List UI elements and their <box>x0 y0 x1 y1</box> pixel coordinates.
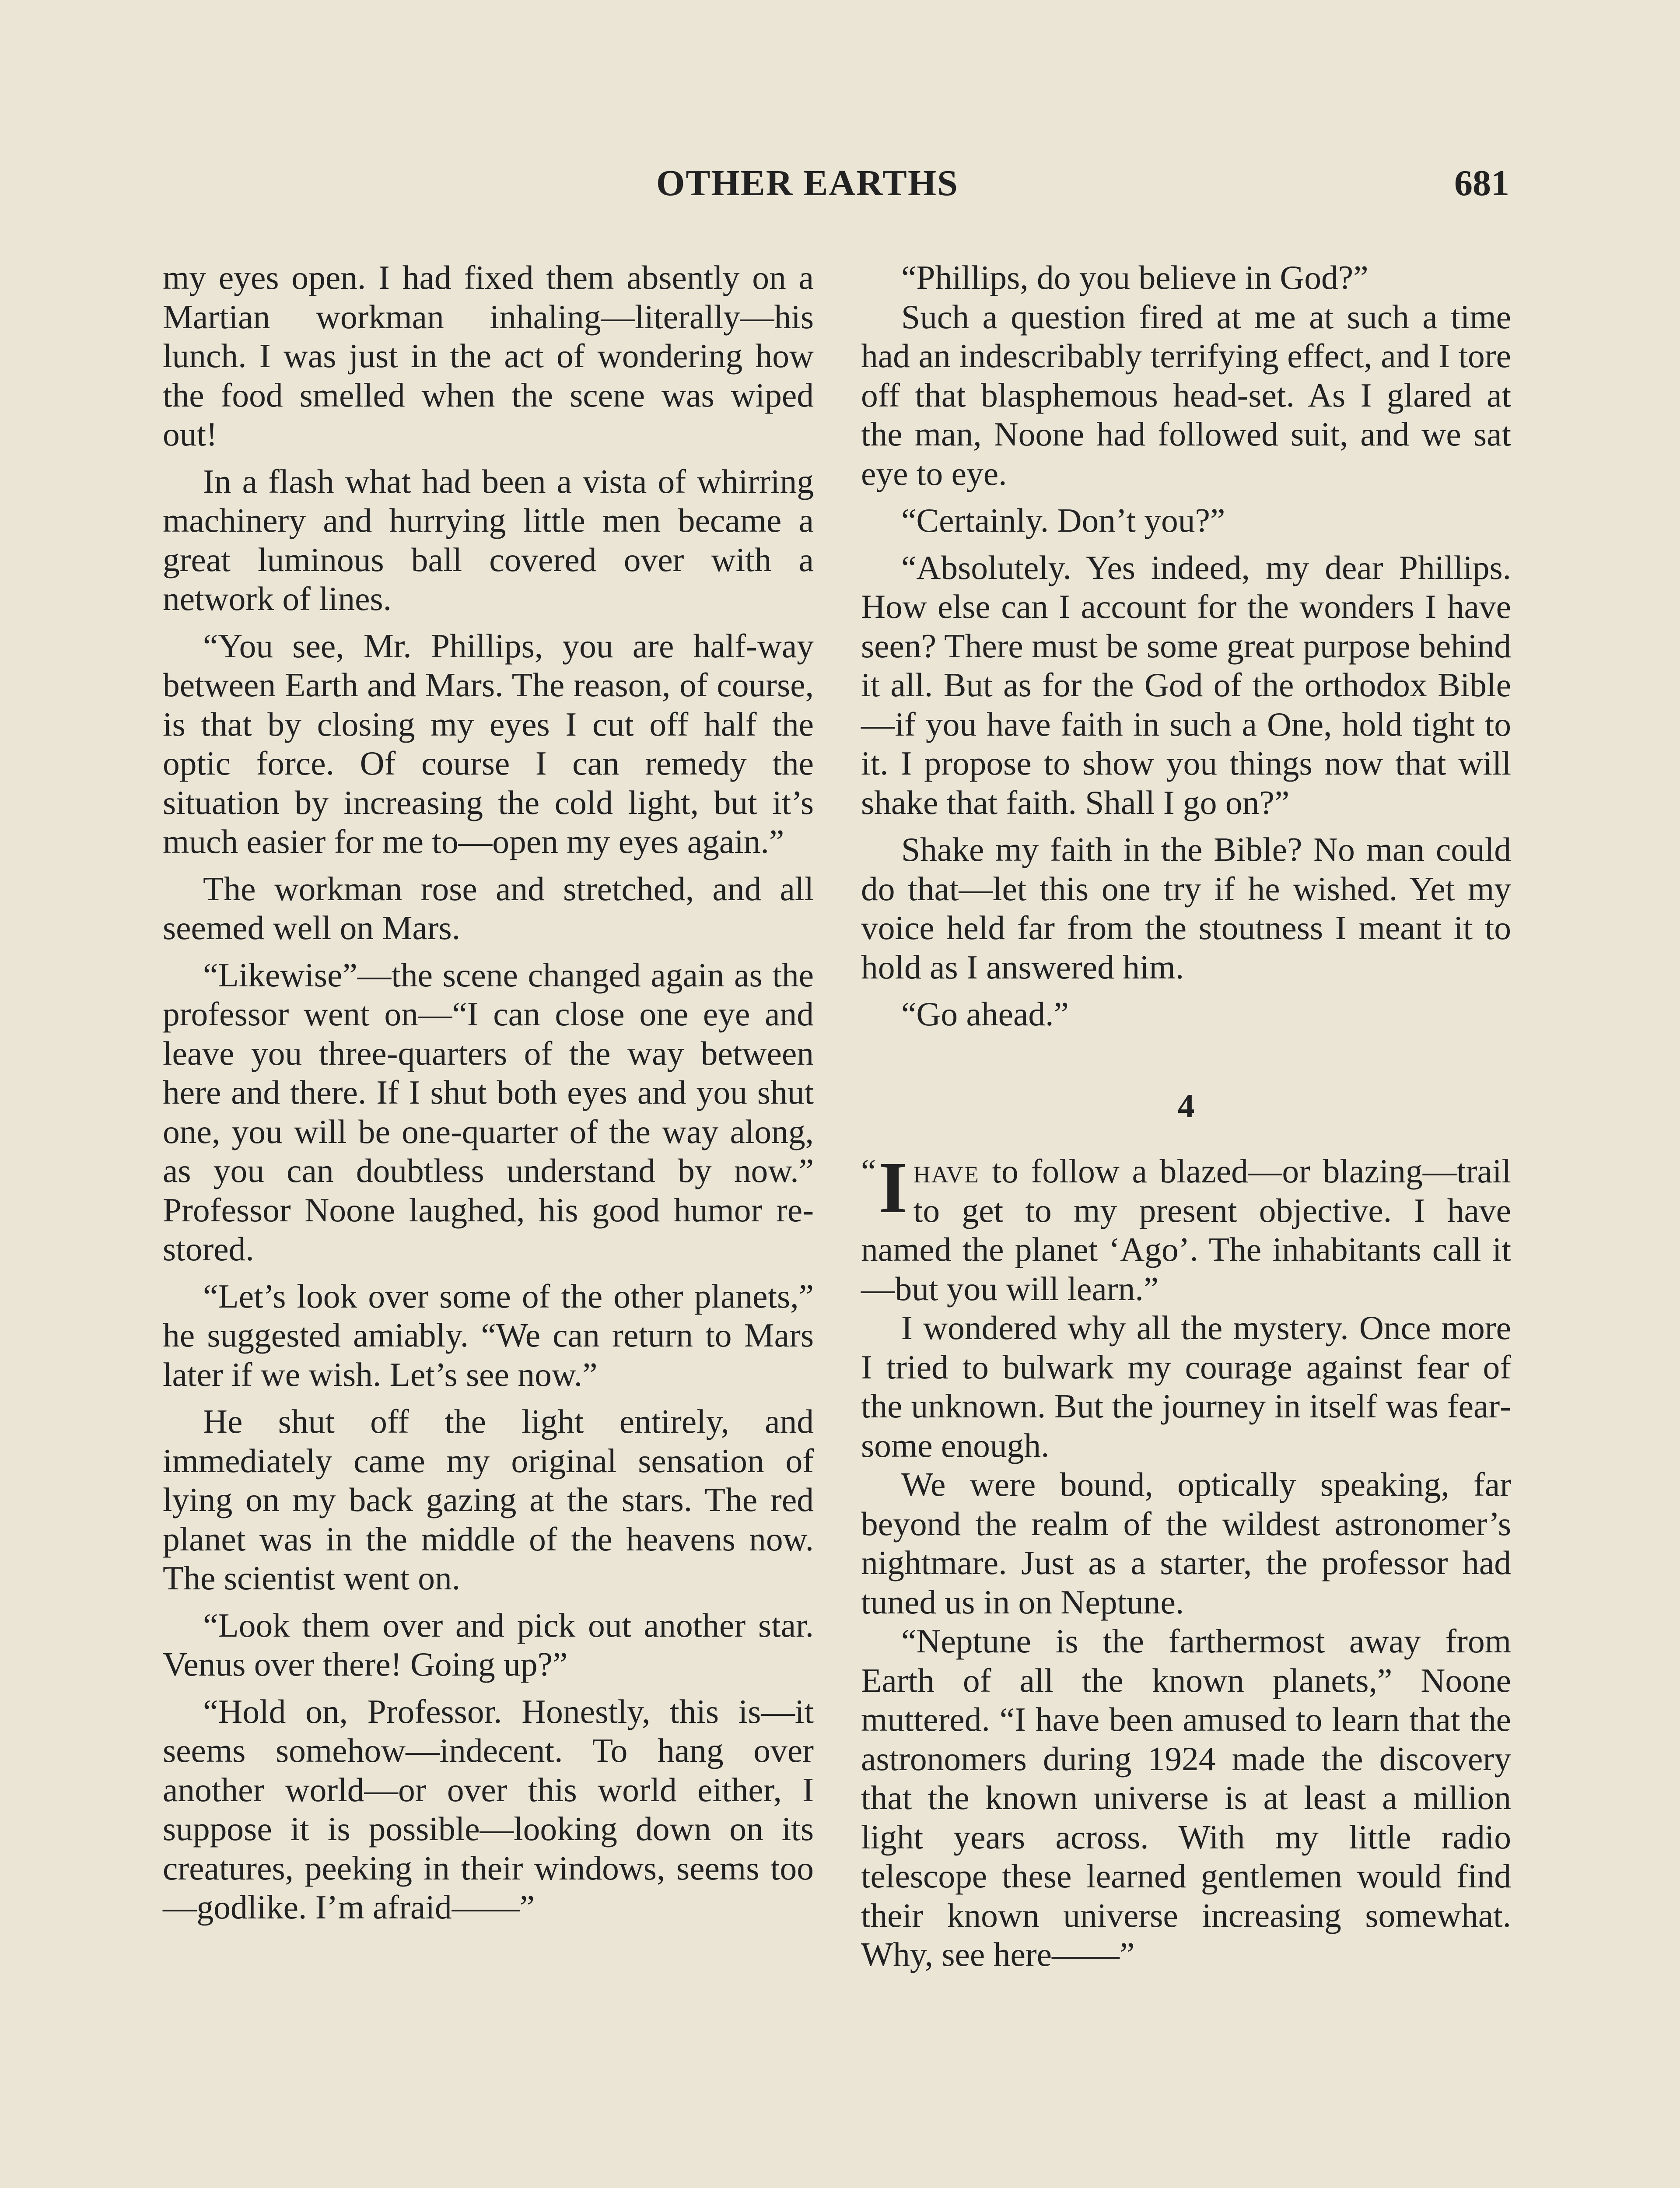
paragraph: “You see, Mr. Phillips, you are half-way between Earth and Mars. The reason, of course, is that by closing my eyes I cut off half the optic force. Of course I can remedy the situation by increasing the cold light, but it’s much easier for me to—open my eyes again.” <box>163 627 814 860</box>
section-number: 4 <box>1177 1087 1195 1125</box>
paragraph: “Likewise”—the scene changed again as the professor went on—“I can close one eye and leave you three-quarters of the way between here and there. If I shut both eyes and you shut one, you will be one-quarter of the way along, as you can doubtless understand by now.” Professor Noone laughed, his good humor restored. <box>163 956 814 1268</box>
paragraph: “Absolutely. Yes indeed, my dear Phillips. How else can I account for the wonders I have seen? There must be some great purpose behind it all. But as for the God of the orthodox Bible—if you have faith in such a One, hold tight to it. I propose to show you things now that will shake that faith. Shall I go on?” <box>861 548 1511 821</box>
paragraph: The workman rose and stretched, and all seemed well on Mars. <box>163 870 814 947</box>
page-number: 681 <box>1454 163 1509 203</box>
paragraph: “Let’s look over some of the other planets,” he suggested amiably. “We can return to Mars later if we wish. Let’s see now.” <box>163 1277 814 1393</box>
paragraph: “Certainly. Don’t you?” <box>901 501 1225 539</box>
running-head: OTHER EARTHS <box>656 163 959 203</box>
section-opening-paragraph <box>861 1147 1512 1308</box>
paragraph: Shake my faith in the Bible? No man could do that—let this one try if he wished. Yet my voice held far from the stoutness I meant it to hold as I answered him. <box>861 831 1511 986</box>
paragraph: “Go ahead.” <box>901 995 1069 1033</box>
drop-cap: I <box>878 1147 907 1228</box>
small-caps-lead: have <box>913 1152 980 1190</box>
paragraph-text: to follow a blazed—or blazing—trail to get to my present objective. I have named the planet ‘Ago’. The inhabitants call it—but you will learn.” <box>861 1152 1512 1308</box>
paragraph: Such a question fired at me at such a time had an indescribably terrifying effect, and I tore off that blasphemous head-set. As I glared at the man, Noone had followed suit, and we sat eye to eye. <box>861 298 1511 492</box>
left-column <box>163 258 814 1927</box>
paragraph: We were bound, optically speaking, far beyond the realm of the wildest astronomer’s nightmare. Just as a starter, the professor had tuned us in on Neptune. <box>861 1466 1511 1621</box>
paragraph: “Look them over and pick out another star. Venus over there! Going up?” <box>163 1606 814 1683</box>
opening-quote: “ <box>861 1152 876 1190</box>
paragraph: He shut off the light entirely, and immediately came my original sensation of lying on my back gazing at the stars. The red planet was in the middle of the heavens now. The scientist went on. <box>163 1403 814 1597</box>
paragraph: I wondered why all the mystery. Once more I tried to bulwark my courage against fear of the unknown. But the journey in itself was fearsome enough. <box>861 1309 1511 1464</box>
paragraph: “Hold on, Professor. Honestly, this is—it seems somehow—indecent. To hang over another world—or over this world either, I suppose it is possible—looking down on its creatures, peeking in their windows, seems too—godlike. I’m afraid——” <box>163 1692 814 1926</box>
paragraph: “Neptune is the farthermost away from Earth of all the known planets,” Noone muttered. “I have been amused to learn that the astronomers during 1924 made the discovery that the known universe is at least a million light years across. With my little radio telescope these learned gentlemen would find their known universe increasing somewhat. Why, see here——” <box>861 1622 1511 1973</box>
paragraph: my eyes open. I had fixed them absently on a Martian workman inhaling—literally—his lunch. I was just in the act of wondering how the food smelled when the scene was wiped out! <box>163 259 814 453</box>
right-column <box>861 258 1511 1974</box>
paragraph: In a flash what had been a vista of whirring machinery and hurrying little men became a great luminous ball covered over with a network of lines. <box>163 462 814 617</box>
paragraph: “Phillips, do you believe in God?” <box>901 259 1368 296</box>
